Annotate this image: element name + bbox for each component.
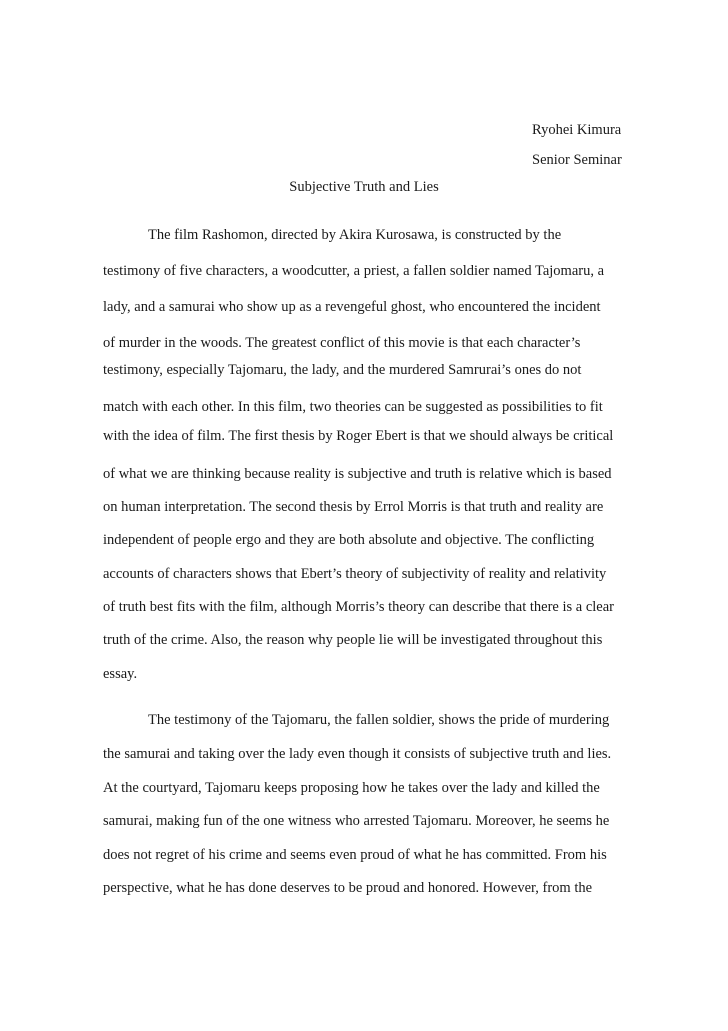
paragraph-1-line-5: testimony, especially Tajomaru, the lady, and the murdered Samrurai’s ones do not — [103, 362, 582, 378]
paragraph-1-line-10: independent of people ergo and they are both absolute and objective. The conflicting — [103, 532, 595, 548]
paragraph-1-line-3: lady, and a samurai who show up as a revengeful ghost, who encountered the incident — [103, 299, 601, 315]
author-name: Ryohei Kimura — [532, 122, 622, 138]
course-name: Senior Seminar — [532, 152, 622, 168]
paragraph-2-line-4: samurai, making fun of the one witness who arrested Tajomaru. Moreover, he seems he — [103, 813, 610, 829]
paragraph-1-line-7: with the idea of film. The first thesis by Roger Ebert is that we should always be critical — [103, 428, 614, 444]
essay-title — [0, 178, 728, 196]
paragraph-2-line-6: perspective, what he has done deserves to be proud and honored. However, from the — [103, 880, 593, 896]
paragraph-1-line-8: of what we are thinking because reality is subjective and truth is relative which is based — [103, 466, 612, 482]
paragraph-2-line-3: At the courtyard, Tajomaru keeps proposing how he takes over the lady and killed the — [103, 780, 600, 796]
paragraph-1-line-1: The film Rashomon, directed by Akira Kurosawa, is constructed by the — [148, 227, 562, 243]
paragraph-2-line-2: the samurai and taking over the lady even though it consists of subjective truth and lies. — [103, 746, 612, 762]
paragraph-2-line-1: The testimony of the Tajomaru, the fallen soldier, shows the pride of murdering — [148, 712, 610, 728]
paragraph-1-line-4: of murder in the woods. The greatest conflict of this movie is that each character’s — [103, 335, 581, 351]
paragraph-1-line-14: essay. — [103, 666, 138, 682]
paragraph-1-line-2: testimony of five characters, a woodcutter, a priest, a fallen soldier named Tajomaru, a — [103, 263, 605, 279]
paragraph-1-line-13: truth of the crime. Also, the reason why people lie will be investigated throughout this — [103, 632, 603, 648]
essay-title-text: Subjective Truth and Lies — [289, 179, 439, 195]
paragraph-1-line-9: on human interpretation. The second thesis by Errol Morris is that truth and reality are — [103, 499, 604, 515]
paragraph-1-line-6: match with each other. In this film, two theories can be suggested as possibilities to fit — [103, 399, 603, 415]
paragraph-2-line-5: does not regret of his crime and seems even proud of what he has committed. From his — [103, 847, 607, 863]
paragraph-1-line-11: accounts of characters shows that Ebert’s theory of subjectivity of reality and relativity — [103, 566, 607, 582]
paragraph-1-line-12: of truth best fits with the film, although Morris’s theory can describe that there is a clear — [103, 599, 614, 615]
